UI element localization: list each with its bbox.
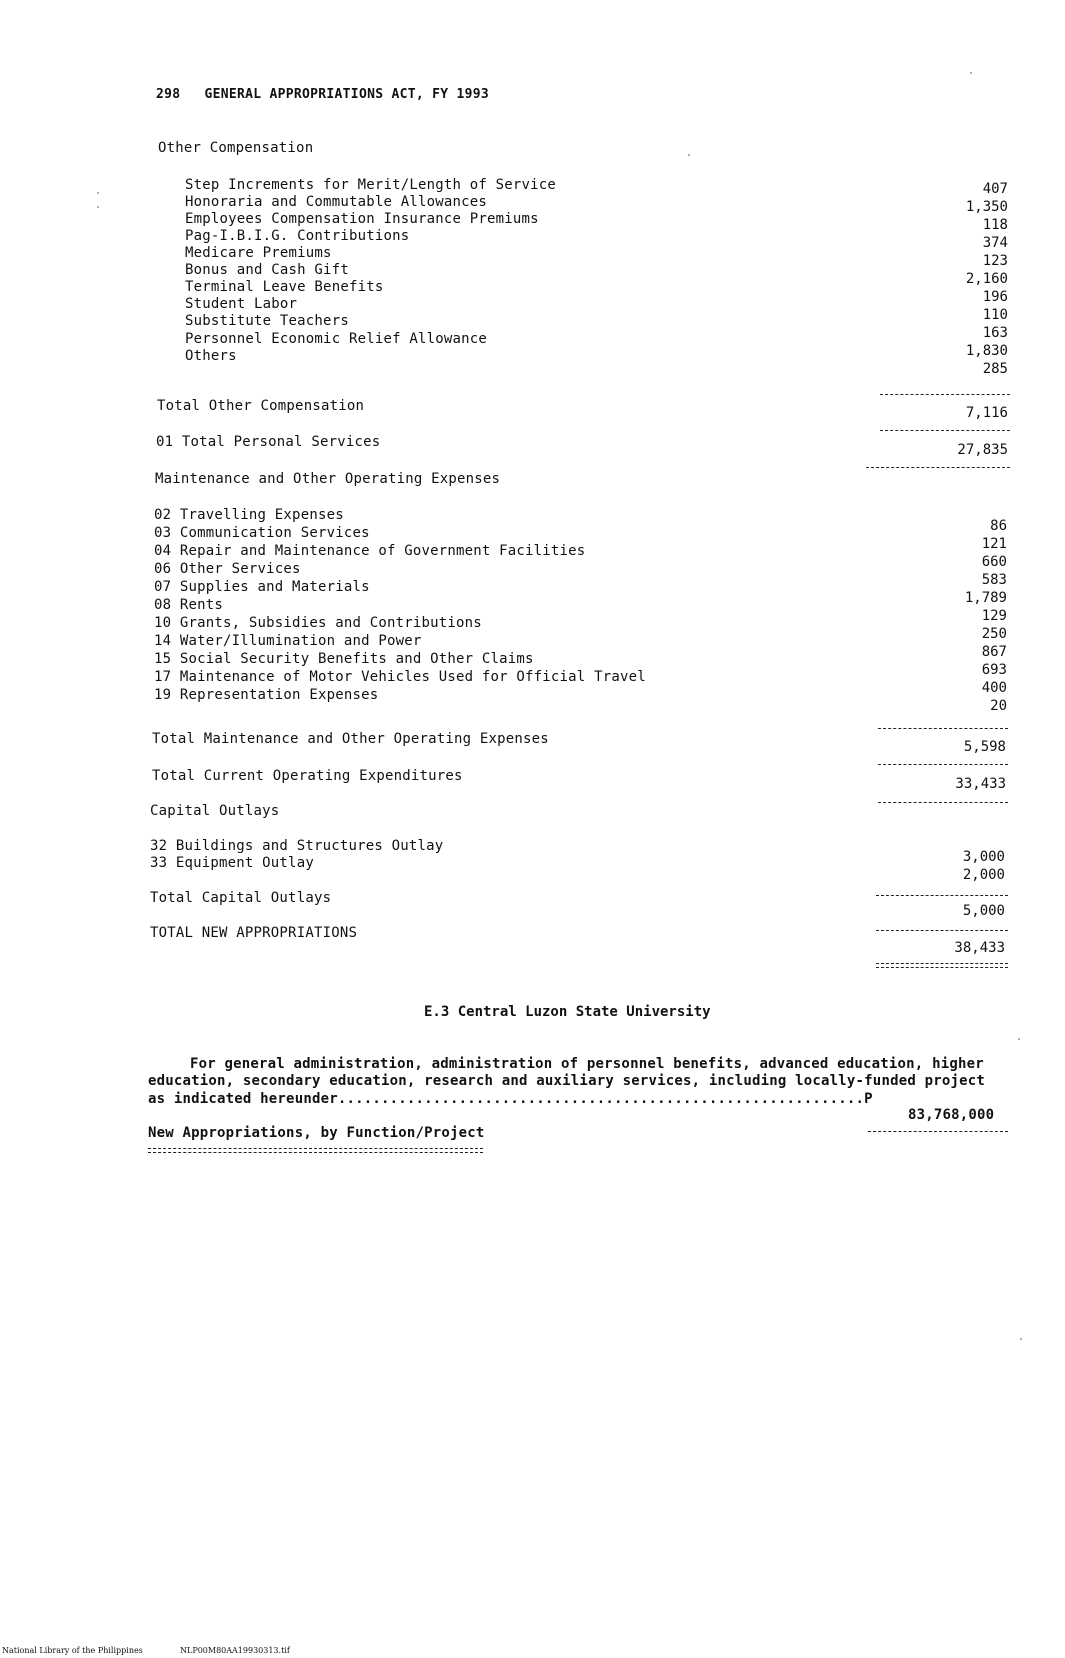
list-item-label: 33 Equipment Outlay [150, 855, 314, 871]
list-item-label: Personnel Economic Relief Allowance [185, 331, 488, 347]
list-item-value: 583 [981, 572, 1007, 588]
list-item-value: 285 [982, 361, 1008, 377]
subtotal-rule [880, 394, 1010, 395]
list-item-value: 400 [981, 680, 1007, 696]
mooe-heading: Maintenance and Other Operating Expenses [155, 471, 501, 487]
subtotal-rule [878, 728, 1008, 729]
page-header [156, 87, 489, 102]
total-new-appropriations-label: TOTAL NEW APPROPRIATIONS [150, 925, 358, 941]
list-item-value: 20 [990, 698, 1007, 714]
list-item-label: 04 Repair and Maintenance of Government Facilities [154, 543, 586, 559]
list-item-label: 19 Representation Expenses [154, 687, 379, 703]
list-item-value: 123 [982, 253, 1008, 269]
list-item-value: 129 [981, 608, 1007, 624]
list-item-label: Employees Compensation Insurance Premiums [185, 211, 539, 227]
list-item-value: 86 [990, 518, 1007, 534]
list-item-label: 10 Grants, Subsidies and Contributions [154, 615, 482, 631]
list-item-value: 1,350 [965, 199, 1008, 215]
subtotal-rule [878, 764, 1008, 765]
subtotal-rule [876, 930, 1008, 931]
capital-outlays-heading: Capital Outlays [150, 803, 280, 819]
scan-speck [1018, 1038, 1020, 1040]
list-item-value: 163 [982, 325, 1008, 341]
list-item-label: Bonus and Cash Gift [185, 262, 349, 278]
total-other-compensation-label: Total Other Compensation [157, 398, 365, 414]
new-appropriations-subheading: New Appropriations, by Function/Project [148, 1125, 485, 1141]
total-current-operating-label: Total Current Operating Expenditures [152, 768, 463, 784]
subtotal-rule [876, 895, 1008, 896]
list-item-label: Pag-I.B.I.G. Contributions [185, 228, 410, 244]
header-title: GENERAL APPROPRIATIONS ACT, FY 1993 [204, 87, 489, 102]
total-capital-outlays-value: 5,000 [962, 903, 1005, 919]
scan-speck [1020, 1338, 1022, 1340]
list-item-label: 07 Supplies and Materials [154, 579, 370, 595]
list-item-value: 121 [981, 536, 1007, 552]
list-item-label: 08 Rents [154, 597, 224, 613]
list-item-label: Terminal Leave Benefits [185, 279, 384, 295]
list-item-label: 17 Maintenance of Motor Vehicles Used for Official Travel [154, 669, 646, 685]
subtotal-rule [866, 467, 1010, 468]
list-item-label: Step Increments for Merit/Length of Service [185, 177, 557, 193]
list-item-label: 02 Travelling Expenses [154, 507, 344, 523]
subtotal-rule [880, 430, 1010, 431]
subtotal-rule [878, 802, 1008, 803]
list-item-value: 3,000 [962, 849, 1005, 865]
section-paragraph-line: For general administration, administration of personnel benefits, advanced education, higher [190, 1056, 984, 1072]
list-item-value: 2,160 [965, 271, 1008, 287]
list-item-value: 1,789 [964, 590, 1007, 606]
list-item-label: Student Labor [185, 296, 298, 312]
list-item-value: 118 [982, 217, 1008, 233]
grand-total-double-rule [876, 963, 1008, 968]
total-other-compensation-value: 7,116 [965, 405, 1008, 421]
footer-library-name: National Library of the Philippines [2, 1646, 143, 1655]
list-item-value: 1,830 [965, 343, 1008, 359]
subtotal-rule [868, 1131, 1008, 1132]
footer-file-name: NLP00M80AA19930313.tif [180, 1646, 290, 1655]
other-compensation-heading: Other Compensation [158, 140, 314, 156]
list-item-value: 196 [982, 289, 1008, 305]
total-personal-services-label: 01 Total Personal Services [156, 434, 381, 450]
scan-speck [97, 192, 99, 194]
list-item-value: 110 [982, 307, 1008, 323]
section-title: E.3 Central Luzon State University [424, 1004, 711, 1020]
total-mooe-label: Total Maintenance and Other Operating Expenses [152, 731, 549, 747]
list-item-label: 15 Social Security Benefits and Other Claims [154, 651, 534, 667]
scan-speck [970, 72, 972, 74]
list-item-value: 867 [981, 644, 1007, 660]
list-item-value: 660 [981, 554, 1007, 570]
scan-speck [688, 154, 690, 156]
list-item-value: 374 [982, 235, 1008, 251]
list-item-label: 03 Communication Services [154, 525, 370, 541]
section-paragraph-line: education, secondary education, research and auxiliary services, including locally-funded project [148, 1073, 985, 1089]
list-item-value: 407 [982, 181, 1008, 197]
list-item-label: Medicare Premiums [185, 245, 332, 261]
list-item-label: 32 Buildings and Structures Outlay [150, 838, 444, 854]
list-item-label: Honoraria and Commutable Allowances [185, 194, 488, 210]
scan-speck [97, 206, 99, 208]
section-paragraph-line: as indicated hereunder.............................................................P [148, 1091, 873, 1107]
list-item-label: 14 Water/Illumination and Power [154, 633, 422, 649]
list-item-value: 693 [981, 662, 1007, 678]
total-capital-outlays-label: Total Capital Outlays [150, 890, 332, 906]
total-current-operating-value: 33,433 [955, 776, 1006, 792]
total-personal-services-value: 27,835 [957, 442, 1008, 458]
page-number: 298 [156, 87, 181, 102]
list-item-label: Substitute Teachers [185, 313, 349, 329]
total-mooe-value: 5,598 [963, 739, 1006, 755]
total-new-appropriations-value: 38,433 [954, 940, 1005, 956]
appropriation-amount: 83,768,000 [908, 1107, 995, 1123]
list-item-label: 06 Other Services [154, 561, 301, 577]
list-item-value: 2,000 [962, 867, 1005, 883]
subheading-double-rule [148, 1148, 483, 1153]
list-item-label: Others [185, 348, 237, 364]
list-item-value: 250 [981, 626, 1007, 642]
